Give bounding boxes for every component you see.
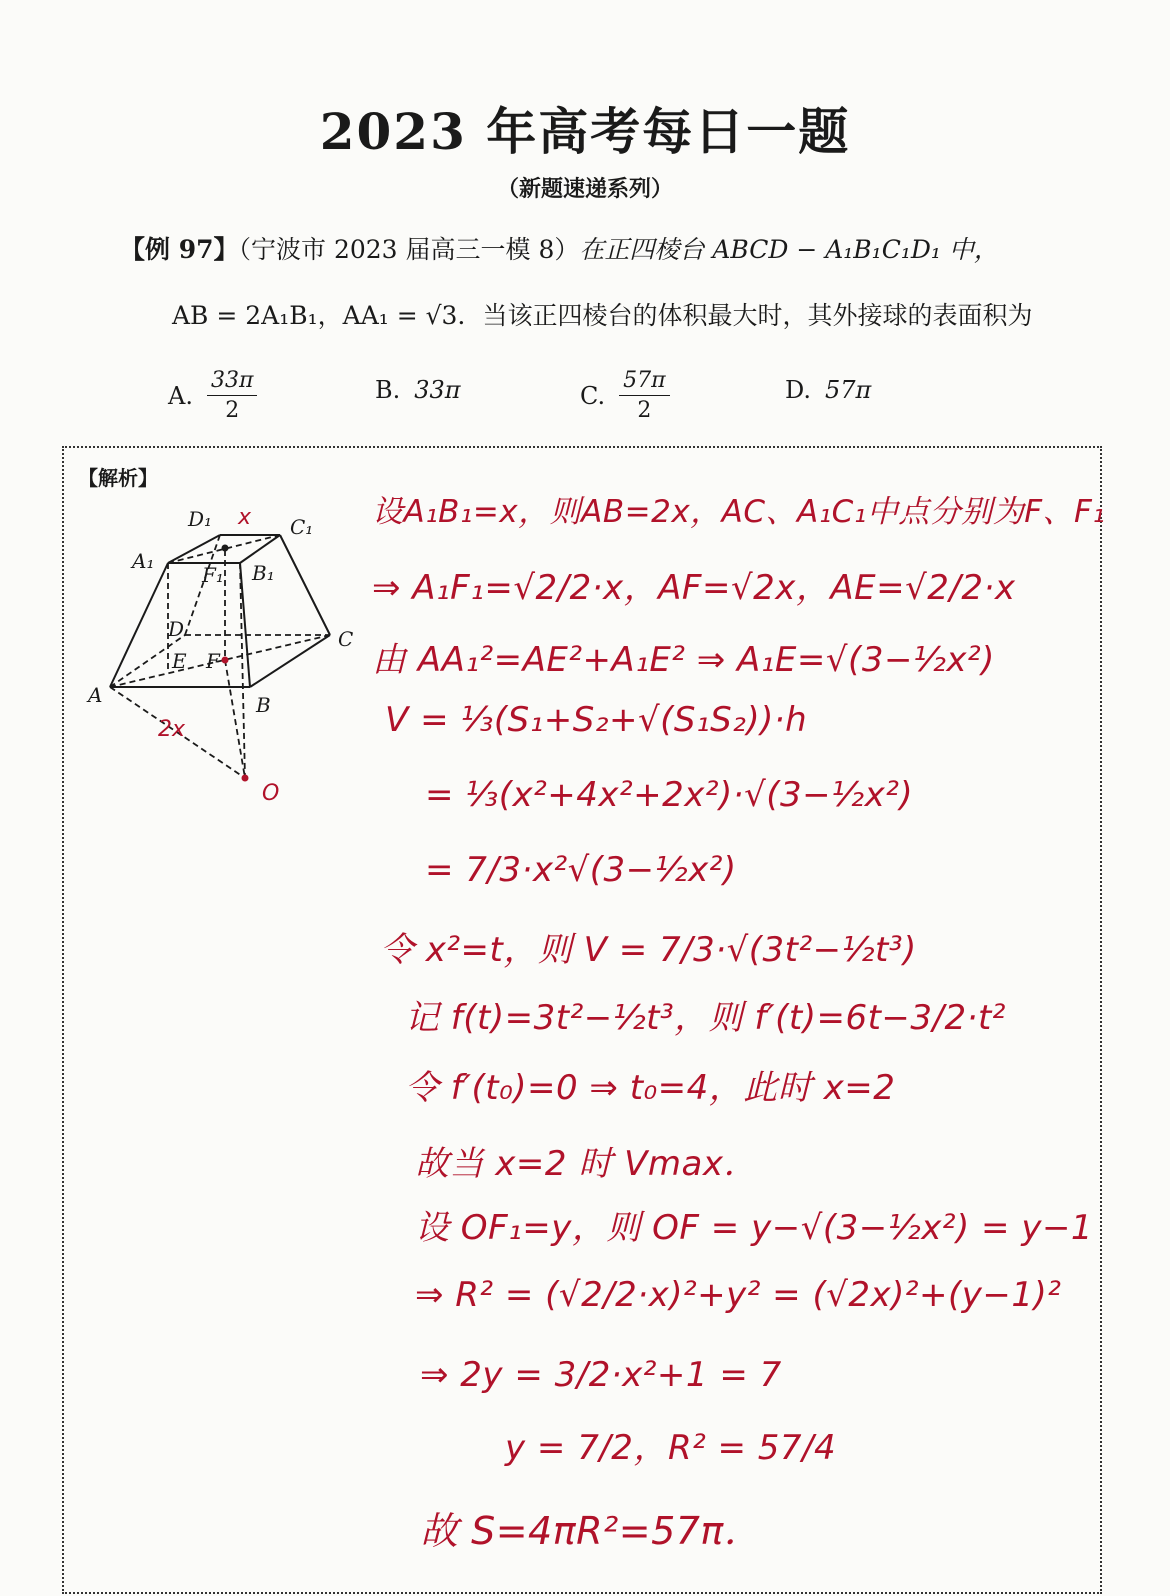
- edge-b-c: [250, 635, 330, 687]
- option-b: [375, 376, 461, 404]
- page-subtitle: （新题速递系列）: [496, 176, 673, 202]
- label-a: A: [88, 683, 103, 707]
- solution-line-12: ⇒ R² = (√2/2·x)²+y² = (√2x)²+(y−1)²: [415, 1275, 1062, 1315]
- label-b: B: [256, 693, 271, 717]
- label-c: C: [338, 627, 354, 651]
- solution-line-7: 令 x²=t，则 V = 7/3·√(3t²−½t³): [380, 930, 917, 970]
- example-tag: 【例 97】: [120, 235, 239, 264]
- point-f1: [222, 545, 229, 552]
- solution-line-4: V = ⅓(S₁+S₂+√(S₁S₂))·h: [385, 700, 808, 740]
- solution-line-15: 故 S=4πR²=57π．: [420, 1509, 763, 1553]
- option-b-value: 33π: [414, 376, 461, 404]
- question-text-1: 在正四棱台 ABCD − A₁B₁C₁D₁ 中，: [579, 235, 999, 264]
- label-f: F: [206, 649, 220, 673]
- label-f1: F₁: [202, 563, 224, 587]
- label-d1: D₁: [188, 507, 213, 531]
- frustum-figure: [80, 500, 370, 810]
- solution-line-11: 设 OF₁=y，则 OF = y−√(3−½x²) = y−1: [415, 1208, 1094, 1248]
- question-line-1: [120, 230, 999, 266]
- diagonal-a-c: [110, 635, 330, 687]
- option-a-label: A.: [168, 381, 193, 410]
- label-2x: 2x: [158, 717, 186, 742]
- solution-line-13: ⇒ 2y = 3/2·x²+1 = 7: [420, 1355, 782, 1395]
- edge-c-c1: [280, 535, 330, 635]
- option-a-fraction: [207, 368, 257, 423]
- option-c-denominator: 2: [637, 398, 652, 423]
- option-a-numerator: 33π: [207, 368, 257, 396]
- solution-line-5: = ⅓(x²+4x²+2x²)·√(3−½x²): [425, 775, 914, 815]
- solution-line-6: = 7/3·x²√(3−½x²): [425, 850, 737, 890]
- solution-line-2: ⇒ A₁F₁=√2/2·x，AF=√2x，AE=√2/2·x: [372, 568, 1016, 608]
- option-d-label: D.: [785, 376, 812, 404]
- point-f: [222, 657, 229, 664]
- label-d: D: [168, 617, 185, 641]
- analysis-heading: 【解析】: [78, 466, 158, 490]
- label-e: E: [172, 649, 187, 673]
- option-a: [168, 368, 257, 423]
- option-b-label: B.: [375, 376, 401, 404]
- option-c-fraction: [619, 368, 669, 423]
- edge-a-a1: [110, 563, 168, 687]
- solution-line-14: y = 7/2，R² = 57/4: [505, 1428, 837, 1468]
- option-d: [785, 376, 871, 404]
- solution-line-8: 记 f(t)=3t²−½t³，则 f′(t)=6t−3/2·t²: [405, 998, 1006, 1038]
- option-a-denominator: 2: [225, 398, 240, 423]
- point-o: [242, 775, 249, 782]
- label-x: x: [238, 505, 252, 530]
- label-b1: B₁: [252, 561, 275, 585]
- solution-line-10: 故当 x=2 时 Vmax．: [415, 1144, 758, 1184]
- label-o: O: [262, 781, 280, 806]
- label-a1: A₁: [132, 549, 155, 573]
- option-c: [580, 368, 670, 423]
- option-c-numerator: 57π: [619, 368, 669, 396]
- solution-line-1: 设A₁B₁=x，则AB=2x，AC、A₁C₁中点分别为F、F₁: [372, 494, 1106, 530]
- option-c-label: C.: [580, 381, 606, 410]
- page-title: 2023 年高考每日一题: [319, 102, 851, 161]
- question-source: （宁波市 2023 届高三一模 8）: [238, 235, 580, 264]
- solution-line-9: 令 f′(t₀)=0 ⇒ t₀=4，此时 x=2: [405, 1068, 896, 1108]
- question-line-2: AB = 2A₁B₁，AA₁ = √3．当该正四棱台的体积最大时，其外接球的表面积为: [172, 301, 1033, 330]
- solution-line-3: 由 AA₁²=AE²+A₁E² ⇒ A₁E=√(3−½x²): [372, 640, 995, 680]
- label-c1: C₁: [290, 515, 314, 539]
- option-d-value: 57π: [825, 376, 872, 404]
